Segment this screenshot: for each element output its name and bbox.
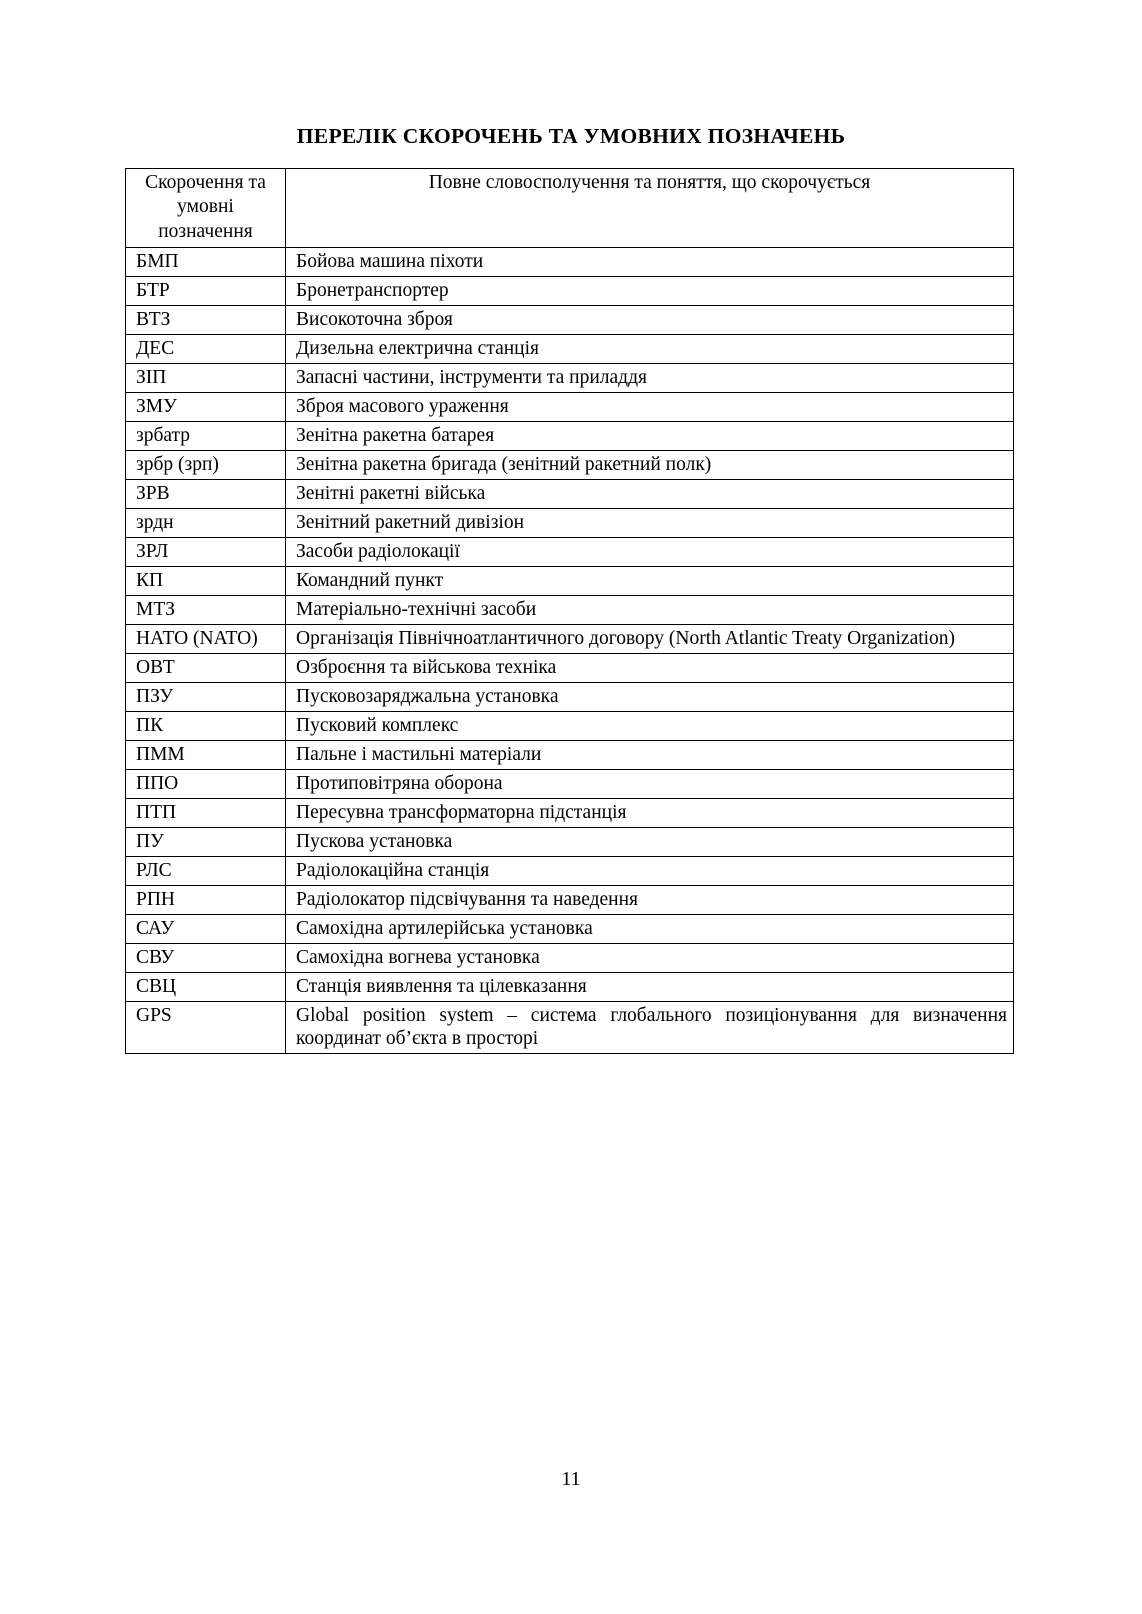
cell-abbreviation: СВУ [126,944,286,973]
cell-full-phrase: Бойова машина піхоти [286,248,1014,277]
cell-full-phrase: Пускова установка [286,828,1014,857]
cell-full-phrase: Бронетранспортер [286,277,1014,306]
cell-full-phrase: Пересувна трансформаторна підстанція [286,799,1014,828]
cell-abbreviation: зрдн [126,509,286,538]
table-row [126,973,1014,1002]
cell-full-phrase: Радіолокаційна станція [286,857,1014,886]
table-row [126,712,1014,741]
cell-abbreviation: ПММ [126,741,286,770]
cell-abbreviation: САУ [126,915,286,944]
cell-abbreviation: ПК [126,712,286,741]
table-row [126,422,1014,451]
cell-abbreviation: зрбр (зрп) [126,451,286,480]
cell-full-phrase: Запасні частини, інструменти та приладдя [286,364,1014,393]
cell-full-phrase: Дизельна електрична станція [286,335,1014,364]
cell-abbreviation: ОВТ [126,654,286,683]
table-row [126,248,1014,277]
cell-abbreviation: ПТП [126,799,286,828]
table-row [126,654,1014,683]
cell-full-phrase: Пальне і мастильні матеріали [286,741,1014,770]
cell-full-phrase: Озброєння та військова техніка [286,654,1014,683]
table-row [126,393,1014,422]
page-title: ПЕРЕЛІК СКОРОЧЕНЬ ТА УМОВНИХ ПОЗНАЧЕНЬ [296,124,846,148]
cell-full-phrase: Зенітні ракетні війська [286,480,1014,509]
cell-full-phrase: Пусковий комплекс [286,712,1014,741]
table-row [126,509,1014,538]
table-row [126,596,1014,625]
cell-abbreviation: GPS [126,1002,286,1054]
cell-full-phrase: Станція виявлення та цілевказання [286,973,1014,1002]
table-row [126,567,1014,596]
cell-abbreviation: ПЗУ [126,683,286,712]
cell-full-phrase: Пусковозаряджальна установка [286,683,1014,712]
cell-abbreviation: ПУ [126,828,286,857]
table-row [126,799,1014,828]
cell-abbreviation: МТЗ [126,596,286,625]
table-row [126,277,1014,306]
cell-abbreviation: КП [126,567,286,596]
cell-abbreviation: ЗМУ [126,393,286,422]
abbreviations-table [125,168,1014,1054]
cell-full-phrase: Зброя масового ураження [286,393,1014,422]
table-row [126,770,1014,799]
cell-full-phrase: Зенітна ракетна бригада (зенітний ракетний полк) [286,451,1014,480]
cell-abbreviation: ППО [126,770,286,799]
cell-abbreviation: ЗРЛ [126,538,286,567]
table-row [126,1002,1014,1054]
cell-full-phrase: Засоби радіолокації [286,538,1014,567]
cell-full-phrase: Командний пункт [286,567,1014,596]
cell-full-phrase: Матеріально-технічні засоби [286,596,1014,625]
cell-full-phrase: Зенітний ракетний дивізіон [286,509,1014,538]
table-header [126,169,1014,248]
table-row [126,451,1014,480]
table-row [126,335,1014,364]
cell-abbreviation: ДЕС [126,335,286,364]
cell-abbreviation: ЗРВ [126,480,286,509]
cell-full-phrase: Організація Північноатлантичного договору (North Atlantic Treaty Organization) [286,625,1014,654]
cell-full-phrase: Зенітна ракетна батарея [286,422,1014,451]
table-row [126,828,1014,857]
cell-full-phrase: Самохідна вогнева установка [286,944,1014,973]
cell-abbreviation: БМП [126,248,286,277]
table-header-row [126,169,1014,248]
table-row [126,857,1014,886]
cell-abbreviation: ЗІП [126,364,286,393]
table-row [126,915,1014,944]
column-header-full-phrase: Повне словосполучення та поняття, що скорочується [286,169,1014,248]
table-row [126,625,1014,654]
column-header-abbreviation: Скорочення та умовні позначення [126,169,286,248]
table-row [126,364,1014,393]
cell-full-phrase: Самохідна артилерійська установка [286,915,1014,944]
cell-full-phrase: Протиповітряна оборона [286,770,1014,799]
cell-abbreviation: БТР [126,277,286,306]
cell-abbreviation: РПН [126,886,286,915]
cell-abbreviation: СВЦ [126,973,286,1002]
cell-abbreviation: зрбатр [126,422,286,451]
cell-full-phrase: Радіолокатор підсвічування та наведення [286,886,1014,915]
table-body [126,248,1014,1054]
table-row [126,886,1014,915]
table-row [126,741,1014,770]
table-row [126,480,1014,509]
cell-full-phrase: Global position system – система глобального позиціонування для визначення координат об’єкта в просторі [286,1002,1014,1054]
cell-abbreviation: РЛС [126,857,286,886]
cell-abbreviation: ВТЗ [126,306,286,335]
table-row [126,944,1014,973]
table-row [126,683,1014,712]
page-number: 11 [561,1468,581,1490]
cell-full-phrase: Високоточна зброя [286,306,1014,335]
table-row [126,306,1014,335]
table-row [126,538,1014,567]
cell-abbreviation: НАТО (NATO) [126,625,286,654]
